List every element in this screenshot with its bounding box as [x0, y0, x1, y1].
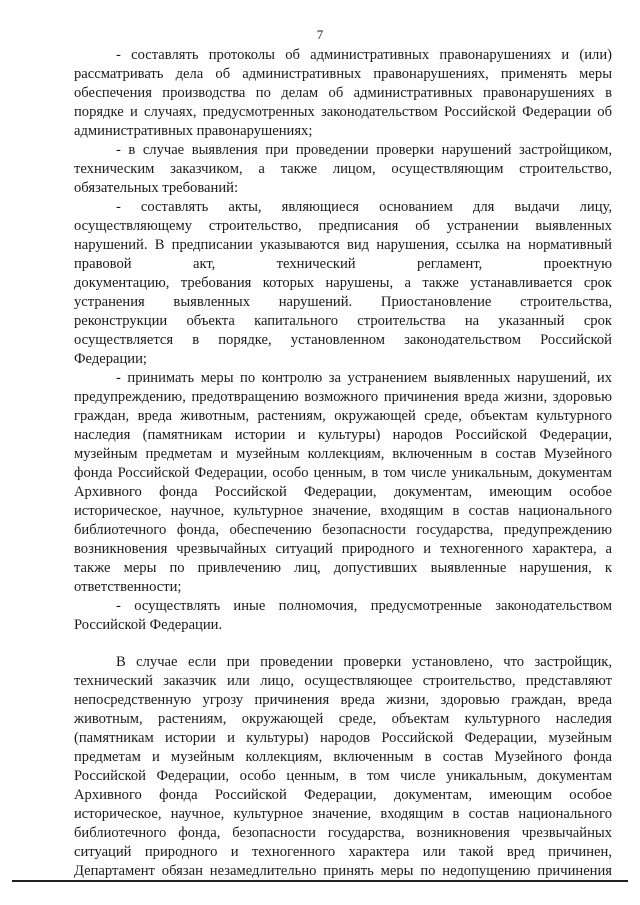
text-line: библиотечного фонда, безопасности государства, возникновения чрезвычайных — [74, 825, 612, 841]
paragraph-detection — [74, 141, 612, 198]
text-line: нарушений. В предписании указываются вид нарушения, ссылка на нормативный — [74, 237, 612, 253]
text-line: граждан, вреда животным, растениям, окружающей среде, объектам культурного — [74, 408, 612, 424]
text-line: непосредственную угрозу причинения вреда жизни, здоровью граждан, вреда — [74, 692, 612, 708]
text-line: предметам и музейным коллекциям, включенным в состав Музейного фонда — [74, 749, 612, 765]
text-line: историческое, научное, культурное значение, входящим в состав национального — [74, 503, 612, 519]
paragraph-spacing — [74, 635, 612, 653]
text-line: - принимать меры по контролю за устранением выявленных нарушений, их — [116, 370, 612, 386]
text-line: Федерации; — [74, 351, 147, 367]
text-line: - в случае выявления при проведении проверки нарушений застройщиком, — [116, 142, 612, 158]
text-line: музейным предметам и музейным коллекциям, включенным в состав Музейного — [74, 446, 612, 462]
text-line: В случае если при проведении проверки установлено, что застройщик, — [116, 654, 612, 670]
paragraph-measures — [74, 369, 612, 597]
text-line: - составлять протоколы об административных правонарушениях и (или) — [116, 47, 612, 63]
paragraph-other-powers — [74, 597, 612, 635]
text-line: Архивного фонда Российской Федерации, документам, имеющим особое — [74, 484, 612, 500]
paragraph-threat — [74, 653, 612, 881]
text-line: документацию, требования которых нарушены, а также устанавливается срок — [74, 275, 612, 291]
text-line: Архивного фонда Российской Федерации, документам, имеющим особое — [74, 787, 612, 803]
text-line: порядке и случаях, предусмотренных законодательством Российской Федерации об — [74, 104, 612, 120]
text-line: предупреждению, предотвращению возможного причинения вреда жизни, здоровью — [74, 389, 612, 405]
text-line: животным, растениям, окружающей среде, объектам культурного наследия — [74, 711, 612, 727]
text-line: историческое, научное, культурное значение, входящим в состав национального — [74, 806, 612, 822]
text-line: техническим заказчиком, а также лицом, осуществляющим строительство, — [74, 161, 612, 177]
text-line: - осуществлять иные полномочия, предусмотренные законодательством — [116, 598, 612, 614]
text-line: технический заказчик или лицо, осуществляющее строительство, представляют — [74, 673, 612, 689]
text-line: устранения выявленных нарушений. Приостановление строительства, — [74, 294, 612, 310]
paragraph-acts — [74, 198, 612, 369]
document-body — [74, 46, 612, 881]
text-line: Российской Федерации, особо ценным, в том числе уникальным, документам — [74, 768, 612, 784]
text-line: (памятникам истории и культуры) народов Российской Федерации, музейным — [74, 730, 612, 746]
text-line: реконструкции объекта капитального строительства на указанный срок — [74, 313, 612, 329]
text-line: возникновения чрезвычайных ситуаций природного и техногенного характера, а — [74, 541, 612, 557]
bottom-rule — [12, 880, 628, 882]
text-line: Российской Федерации. — [74, 617, 223, 633]
text-line: осуществляющему строительство, предписания об устранении выявленных — [74, 218, 612, 234]
page-number: 7 — [316, 27, 324, 42]
text-line: обеспечения производства по делам об административных правонарушениях в — [74, 85, 612, 101]
text-line: административных правонарушениях; — [74, 123, 313, 139]
text-line: правовой акт, технический регламент, проектную — [74, 256, 612, 272]
text-line: ответственности; — [74, 579, 182, 595]
text-line: обязательных требований: — [74, 180, 239, 196]
text-line: Департамент обязан незамедлительно принять меры по недопущению причинения — [74, 863, 612, 879]
text-line: рассматривать дела об административных правонарушениях, применять меры — [74, 66, 612, 82]
paragraph-protocols — [74, 46, 612, 141]
text-line: также меры по привлечению лиц, допустивших выявленные нарушения, к — [74, 560, 612, 576]
text-line: библиотечного фонда, обеспечению безопасности государства, предупреждению — [74, 522, 612, 538]
text-line: - составлять акты, являющиеся основанием для выдачи лицу, — [116, 199, 612, 215]
text-line: ситуаций природного и техногенного характера или такой вред причинен, — [74, 844, 612, 860]
text-line: наследия (памятникам истории и культуры) народов Российской Федерации, — [74, 427, 612, 443]
text-line: фонда Российской Федерации, особо ценным, в том числе уникальным, документам — [74, 465, 612, 481]
text-line: осуществляется в порядке, установленном законодательством Российской — [74, 332, 612, 348]
